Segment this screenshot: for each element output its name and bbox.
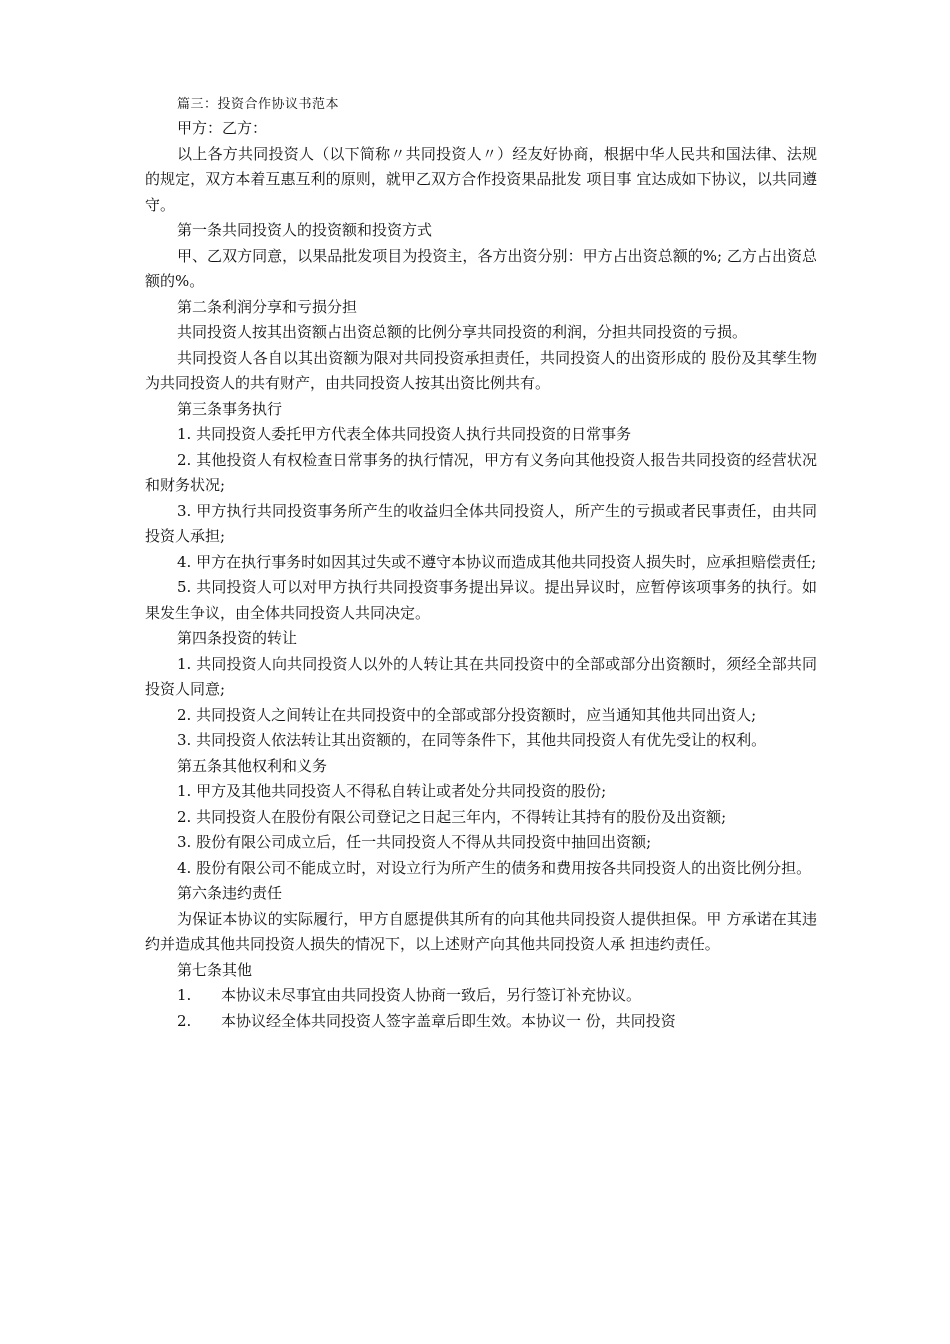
article-5-title: 第五条其他权利和义务 <box>177 756 328 775</box>
item-text: 本协议经全体共同投资人签字盖章后即生效。本协议一 份，共同投资 <box>221 1011 676 1030</box>
article-6-text: 为保证本协议的实际履行，甲方自愿提供其所有的向其他共同投资人提供担保。甲 方承诺在其违约并造成其他共同投资人损失的情况下，以上述财产向其他共同投资人承 担违约责任。 <box>145 909 817 953</box>
article-4-item-1: 1. 共同投资人向共同投资人以外的人转让其在共同投资中的全部或部分出资额时，须经全部共同投资人同意; <box>145 654 817 698</box>
paragraph-parties: 甲方：乙方： <box>177 119 268 137</box>
document-body <box>145 94 817 1034</box>
article-3-item-3: 3. 甲方执行共同投资事务所产生的收益归全体共同投资人，所产生的亏损或者民事责任，由共同投资人承担; <box>145 501 817 545</box>
article-3-item-5: 5. 共同投资人可以对甲方执行共同投资事务提出异议。提出异议时，应暂停该项事务的执行。如果发生争议，由全体共同投资人共同决定。 <box>145 578 817 622</box>
article-5-item-2: 2. 共同投资人在股份有限公司登记之日起三年内，不得转让其持有的股份及出资额; <box>177 807 727 826</box>
article-5-item-1: 1. 甲方及其他共同投资人不得私自转让或者处分共同投资的股份; <box>177 782 607 800</box>
item-number: 2. <box>177 1011 192 1030</box>
article-7-title: 第七条其他 <box>177 960 253 979</box>
article-2-text-2: 共同投资人各自以其出资额为限对共同投资承担责任，共同投资人的出资形成的 股份及其孳生物为共同投资人的共有财产，由共同投资人按其出资比例共有。 <box>145 348 817 392</box>
article-7-item-2 <box>145 1009 817 1035</box>
article-3-title: 第三条事务执行 <box>177 399 283 418</box>
article-1-text: 甲、乙双方同意，以果品批发项目为投资主，各方出资分别：甲方占出资总额的%; 乙方占出资总额的%。 <box>145 246 817 290</box>
article-3-item-2: 2. 其他投资人有权检查日常事务的执行情况，甲方有义务向其他投资人报告共同投资的经营状况和财务状况; <box>145 450 817 494</box>
article-5-item-3: 3. 股份有限公司成立后，任一共同投资人不得从共同投资中抽回出资额; <box>177 833 652 851</box>
article-2-text-1: 共同投资人按其出资额占出资总额的比例分享共同投资的利润，分担共同投资的亏损。 <box>177 323 748 341</box>
item-number: 1. <box>177 986 192 1004</box>
item-text: 本协议未尽事宜由共同投资人协商一致后，另行签订补充协议。 <box>221 986 642 1004</box>
article-4-title: 第四条投资的转让 <box>177 629 298 647</box>
article-3-item-1: 1. 共同投资人委托甲方代表全体共同投资人执行共同投资的日常事务 <box>177 425 632 443</box>
article-6-title: 第六条违约责任 <box>177 884 283 902</box>
document-heading: 篇三：投资合作协议书范本 <box>177 97 340 112</box>
article-3-item-4: 4. 甲方在执行事务时如因其过失或不遵守本协议而造成其他共同投资人损失时，应承担赔偿责任; <box>177 552 817 571</box>
article-1-title: 第一条共同投资人的投资额和投资方式 <box>177 221 433 239</box>
article-4-item-2: 2. 共同投资人之间转让在共同投资中的全部或部分投资额时，应当通知其他共同出资人; <box>177 705 757 724</box>
article-2-title: 第二条利润分享和亏损分担 <box>177 297 358 316</box>
article-7-item-1 <box>145 983 817 1009</box>
article-5-item-4: 4. 股份有限公司不能成立时，对设立行为所产生的债务和费用按各共同投资人的出资比例分担。 <box>177 858 812 877</box>
article-4-item-3: 3. 共同投资人依法转让其出资额的，在同等条件下，其他共同投资人有优先受让的权利。 <box>177 731 767 749</box>
paragraph-intro: 以上各方共同投资人（以下简称〃共同投资人〃）经友好协商，根据中华人民共和国法律、法规的规定，双方本着互惠互利的原则，就甲乙双方合作投资果品批发 项目事 宜达成如下协议，以共同遵守。 <box>145 144 817 214</box>
